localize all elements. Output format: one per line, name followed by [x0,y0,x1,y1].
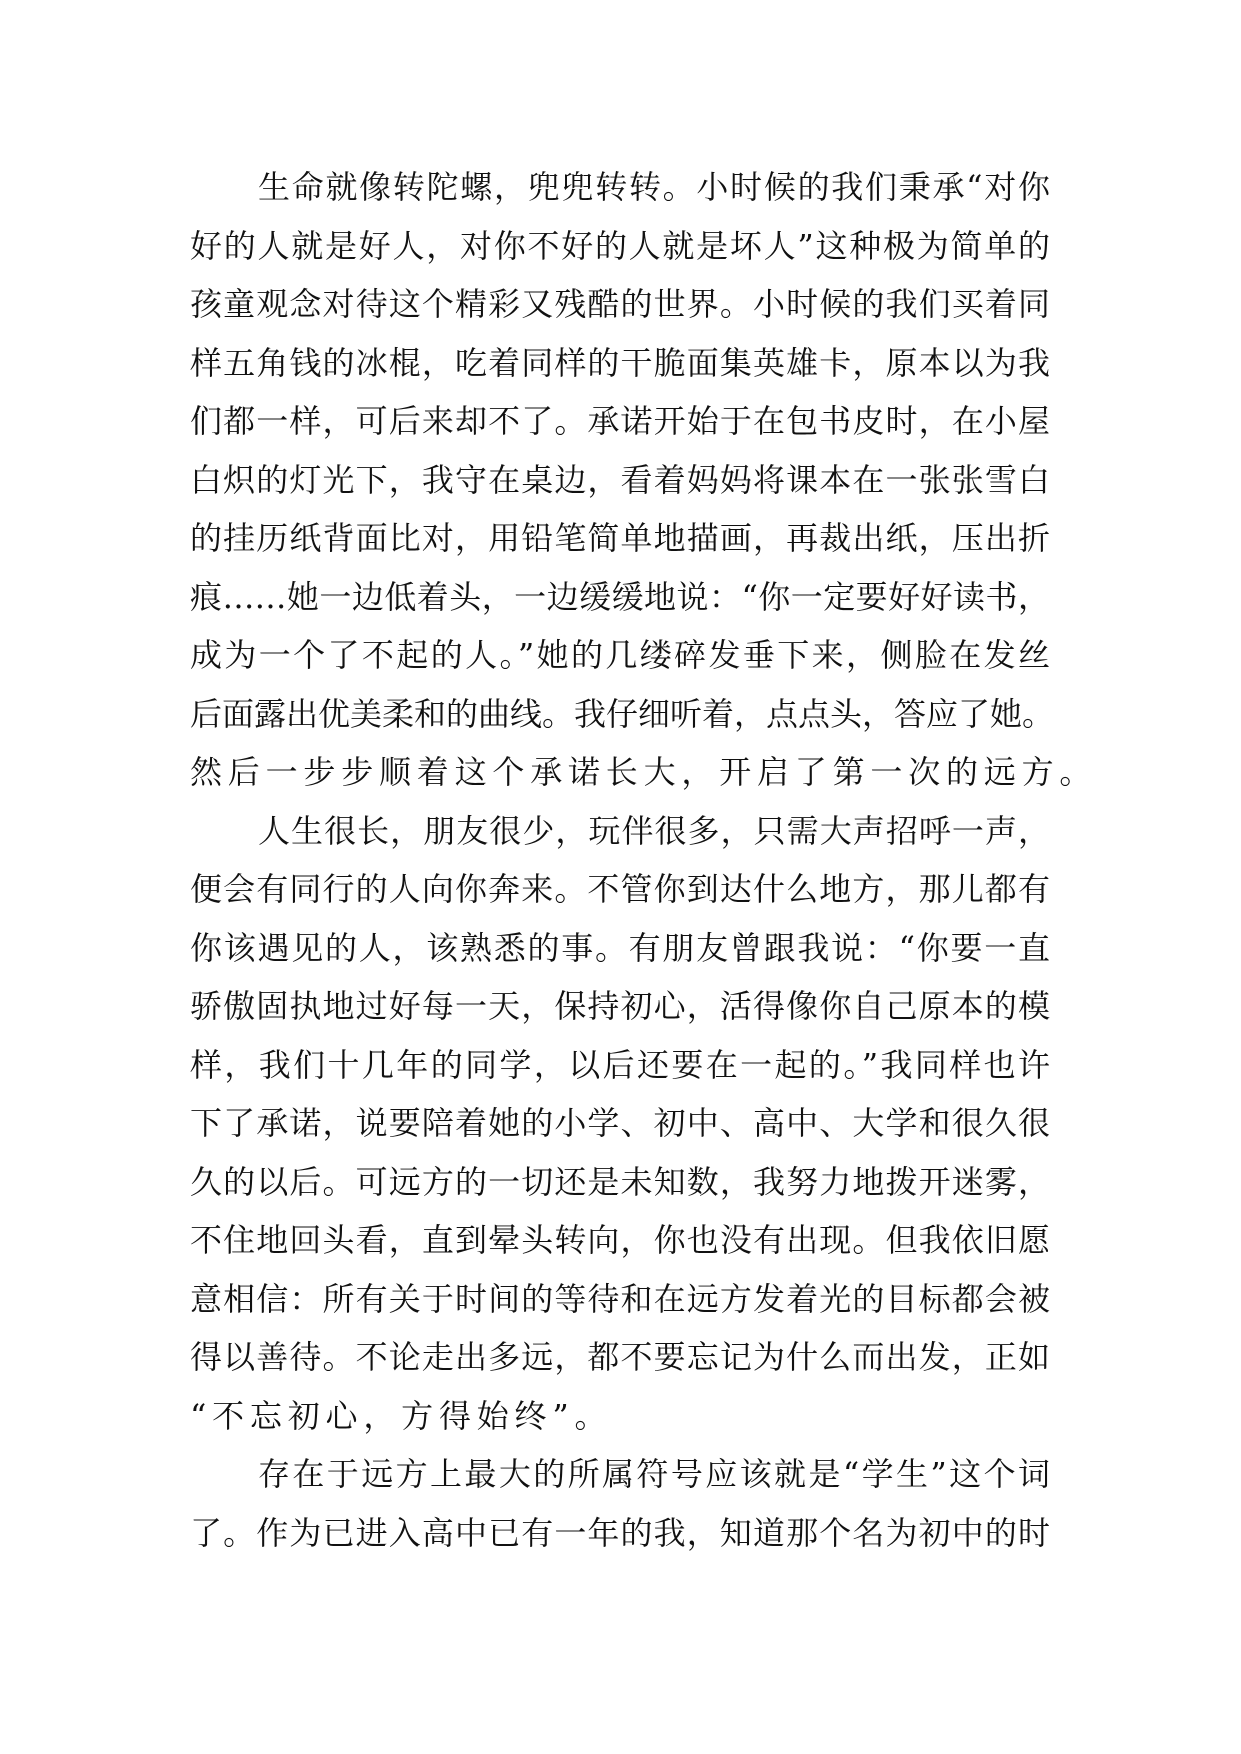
paragraph-line: 好的人就是好人，对你不好的人就是坏人”这种极为简单的 [190,226,1050,265]
paragraph-line: 不住地回头看，直到晕头转向，你也没有出现。但我依旧愿 [190,1221,1050,1259]
paragraph-line: 下了承诺，说要陪着她的小学、初中、高中、大学和很久很 [190,1104,1050,1142]
paragraph-line: 久的以后。可远方的一切还是未知数，我努力地拨开迷雾， [190,1162,1050,1201]
paragraph-last-line: 然后一步步顺着这个承诺长大，开启了第一次的远方。 [190,753,1098,791]
paragraph-line: 得以善待。不论走出多远，都不要忘记为什么而出发，正如 [190,1338,1050,1376]
paragraph-line: 成为一个了不起的人。”她的几缕碎发垂下来，侧脸在发丝 [190,636,1050,674]
paragraph-line: 意相信：所有关于时间的等待和在远方发着光的目标都会被 [190,1279,1050,1318]
paragraph-line: 骄傲固执地过好每一天，保持初心，活得像你自己原本的模 [190,987,1050,1025]
paragraph-line: 的挂历纸背面比对，用铅笔简单地描画，再裁出纸，压出折 [190,519,1050,557]
paragraph-line: 白炽的灯光下，我守在桌边，看着妈妈将课本在一张张雪白 [190,460,1050,499]
paragraph-line: 孩童观念对待这个精彩又残酷的世界。小时候的我们买着同 [190,285,1050,323]
paragraph-line: 们都一样，可后来却不了。承诺开始于在包书皮时，在小屋 [190,402,1050,440]
paragraph-line: 存在于远方上最大的所属符号应该就是“学生”这个词 [258,1455,1050,1493]
paragraph-line: 你该遇见的人，该熟悉的事。有朋友曾跟我说：“你要一直 [190,928,1050,967]
paragraph-line: 便会有同行的人向你奔来。不管你到达什么地方，那儿都有 [190,870,1050,908]
document-body [190,158,1098,1562]
paragraph-line: 生命就像转陀螺，兜兜转转。小时候的我们秉承“对你 [258,168,1050,206]
paragraph-line: 样，我们十几年的同学，以后还要在一起的。”我同样也许 [190,1045,1050,1084]
paragraph-last-line: “不忘初心，方得始终”。 [190,1396,613,1435]
paragraph-line: 后面露出优美柔和的曲线。我仔细听着，点点头，答应了她。 [190,694,1055,733]
paragraph-line: 样五角钱的冰棍，吃着同样的干脆面集英雄卡，原本以为我 [190,343,1050,382]
paragraph-line: 痕……她一边低着头，一边缓缓地说：“你一定要好好读书， [190,577,1050,616]
paragraph-line: 了。作为已进入高中已有一年的我，知道那个名为初中的时 [190,1513,1050,1552]
paragraph-line: 人生很长，朋友很少，玩伴很多，只需大声招呼一声， [258,811,1050,850]
